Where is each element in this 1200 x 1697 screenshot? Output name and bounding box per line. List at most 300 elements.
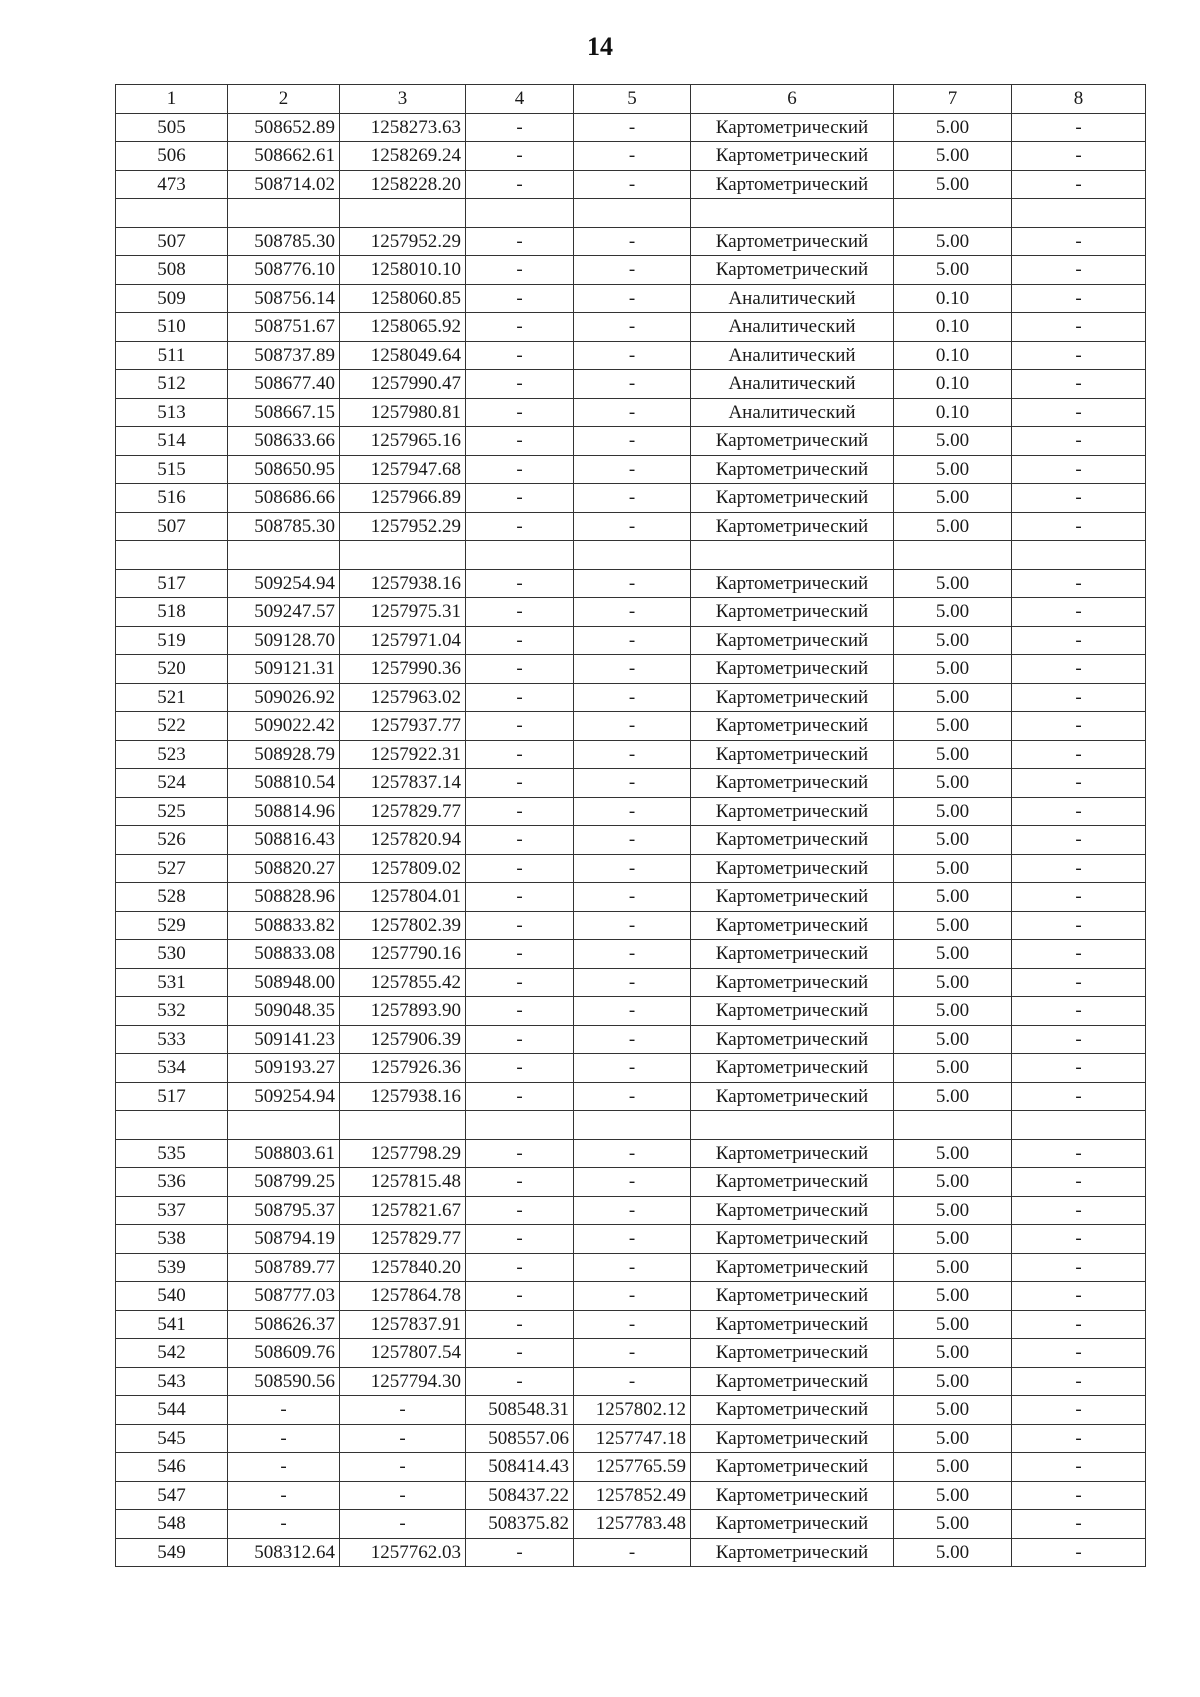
table-cell: -: [1012, 227, 1146, 256]
table-cell: 509254.94: [228, 1082, 340, 1111]
table-cell: 539: [116, 1253, 228, 1282]
table-cell: 0.10: [894, 284, 1012, 313]
table-cell: -: [574, 655, 691, 684]
table-cell: 5.00: [894, 170, 1012, 199]
table-cell: -: [466, 370, 574, 399]
table-cell: Картометрический: [691, 1339, 894, 1368]
table-cell: 508667.15: [228, 398, 340, 427]
table-cell: 5.00: [894, 683, 1012, 712]
table-cell: 1257820.94: [340, 826, 466, 855]
table-cell: Картометрический: [691, 170, 894, 199]
table-row: [116, 883, 1146, 912]
table-cell: -: [1012, 313, 1146, 342]
table-cell: 508557.06: [466, 1424, 574, 1453]
table-cell: Картометрический: [691, 883, 894, 912]
table-cell: 511: [116, 341, 228, 370]
table-cell: 5.00: [894, 256, 1012, 285]
table-cell: [466, 541, 574, 570]
table-cell: 546: [116, 1453, 228, 1482]
table-cell: -: [466, 256, 574, 285]
table-cell: -: [1012, 1510, 1146, 1539]
table-cell: -: [574, 142, 691, 171]
table-row: [116, 1310, 1146, 1339]
table-cell: -: [574, 284, 691, 313]
table-cell: 1257971.04: [340, 626, 466, 655]
table-cell: -: [1012, 1339, 1146, 1368]
table-cell: -: [574, 1367, 691, 1396]
table-cell: [228, 1111, 340, 1140]
table-cell: -: [1012, 1225, 1146, 1254]
table-cell: [116, 199, 228, 228]
table-cell: -: [574, 997, 691, 1026]
table-cell: 1257852.49: [574, 1481, 691, 1510]
table-cell: 508785.30: [228, 227, 340, 256]
table-cell: -: [1012, 1168, 1146, 1197]
table-cell: -: [1012, 569, 1146, 598]
column-header: 1: [116, 85, 228, 114]
table-cell: -: [1012, 427, 1146, 456]
table-row: [116, 740, 1146, 769]
table-cell: [228, 541, 340, 570]
table-cell: -: [574, 370, 691, 399]
table-cell: 5.00: [894, 797, 1012, 826]
table-row: [116, 655, 1146, 684]
table-cell: 543: [116, 1367, 228, 1396]
table-cell: -: [466, 712, 574, 741]
table-cell: 536: [116, 1168, 228, 1197]
table-cell: [1012, 1111, 1146, 1140]
table-cell: 509: [116, 284, 228, 313]
table-cell: [691, 199, 894, 228]
table-cell: Картометрический: [691, 683, 894, 712]
table-cell: -: [466, 1168, 574, 1197]
table-cell: 534: [116, 1054, 228, 1083]
table-cell: Картометрический: [691, 1196, 894, 1225]
table-cell: 5.00: [894, 227, 1012, 256]
table-cell: 1257802.39: [340, 911, 466, 940]
table-cell: 1257804.01: [340, 883, 466, 912]
table-cell: -: [574, 455, 691, 484]
table-cell: [340, 1111, 466, 1140]
table-cell: 508948.00: [228, 968, 340, 997]
table-cell: 508776.10: [228, 256, 340, 285]
table-cell: 535: [116, 1139, 228, 1168]
table-cell: [894, 541, 1012, 570]
table-cell: -: [340, 1481, 466, 1510]
table-cell: -: [466, 883, 574, 912]
table-cell: Картометрический: [691, 1253, 894, 1282]
table-cell: Картометрический: [691, 455, 894, 484]
table-cell: Картометрический: [691, 1225, 894, 1254]
table-cell: 5.00: [894, 113, 1012, 142]
table-cell: [228, 199, 340, 228]
table-cell: 521: [116, 683, 228, 712]
table-cell: Картометрический: [691, 227, 894, 256]
table-cell: -: [466, 569, 574, 598]
table-cell: Картометрический: [691, 484, 894, 513]
table-cell: -: [574, 313, 691, 342]
table-cell: 5.00: [894, 883, 1012, 912]
table-cell: -: [1012, 1310, 1146, 1339]
table-row: [116, 284, 1146, 313]
table-cell: 537: [116, 1196, 228, 1225]
table-cell: 1257855.42: [340, 968, 466, 997]
table-cell: 508795.37: [228, 1196, 340, 1225]
table-cell: -: [1012, 655, 1146, 684]
table-cell: Картометрический: [691, 1367, 894, 1396]
table-cell: -: [574, 598, 691, 627]
table-cell: Картометрический: [691, 1510, 894, 1539]
table-cell: -: [1012, 1367, 1146, 1396]
table-cell: 1257947.68: [340, 455, 466, 484]
table-cell: -: [574, 911, 691, 940]
table-cell: Аналитический: [691, 284, 894, 313]
table-cell: -: [1012, 1453, 1146, 1482]
table-cell: 517: [116, 1082, 228, 1111]
table-cell: [1012, 541, 1146, 570]
table-cell: 1257922.31: [340, 740, 466, 769]
table-cell: 508714.02: [228, 170, 340, 199]
table-cell: 1257990.47: [340, 370, 466, 399]
table-cell: 1257829.77: [340, 797, 466, 826]
table-cell: -: [466, 398, 574, 427]
table-row: [116, 1481, 1146, 1510]
table-cell: 509121.31: [228, 655, 340, 684]
table-cell: -: [466, 655, 574, 684]
table-cell: 1257829.77: [340, 1225, 466, 1254]
table-row: [116, 341, 1146, 370]
table-cell: 518: [116, 598, 228, 627]
table-cell: 508686.66: [228, 484, 340, 513]
table-cell: 508650.95: [228, 455, 340, 484]
table-cell: 1257765.59: [574, 1453, 691, 1482]
table-cell: -: [574, 398, 691, 427]
table-cell: -: [574, 854, 691, 883]
column-header: 8: [1012, 85, 1146, 114]
table-cell: [116, 1111, 228, 1140]
table-cell: Аналитический: [691, 313, 894, 342]
table-row: [116, 113, 1146, 142]
table-cell: -: [574, 256, 691, 285]
table-row: [116, 398, 1146, 427]
table-cell: 5.00: [894, 1196, 1012, 1225]
table-cell: -: [466, 997, 574, 1026]
table-row: [116, 1082, 1146, 1111]
table-cell: -: [1012, 740, 1146, 769]
table-row: [116, 854, 1146, 883]
table-cell: 5.00: [894, 1538, 1012, 1567]
table-cell: -: [1012, 1054, 1146, 1083]
table-cell: -: [466, 769, 574, 798]
table-cell: -: [574, 1025, 691, 1054]
table-cell: -: [466, 1054, 574, 1083]
table-cell: 1257963.02: [340, 683, 466, 712]
table-cell: 507: [116, 227, 228, 256]
table-cell: -: [574, 740, 691, 769]
table-row: [116, 142, 1146, 171]
table-cell: 508928.79: [228, 740, 340, 769]
table-cell: -: [574, 1225, 691, 1254]
table-cell: 1257938.16: [340, 1082, 466, 1111]
table-cell: Картометрический: [691, 826, 894, 855]
table-cell: 509022.42: [228, 712, 340, 741]
table-row: [116, 1510, 1146, 1539]
table-cell: -: [1012, 1025, 1146, 1054]
table-row: [116, 1396, 1146, 1425]
table-cell: -: [1012, 769, 1146, 798]
table-cell: -: [466, 854, 574, 883]
table-cell: 5.00: [894, 769, 1012, 798]
table-cell: 508810.54: [228, 769, 340, 798]
table-cell: 509048.35: [228, 997, 340, 1026]
table-row: [116, 1196, 1146, 1225]
table-cell: [574, 1111, 691, 1140]
table-cell: Картометрический: [691, 1282, 894, 1311]
table-cell: 508609.76: [228, 1339, 340, 1368]
table-cell: -: [466, 911, 574, 940]
table-cell: Картометрический: [691, 1396, 894, 1425]
table-cell: -: [574, 1538, 691, 1567]
table-cell: 1257815.48: [340, 1168, 466, 1197]
table-cell: 5.00: [894, 1253, 1012, 1282]
table-cell: 508833.08: [228, 940, 340, 969]
column-header: 6: [691, 85, 894, 114]
table-cell: 510: [116, 313, 228, 342]
table-cell: 5.00: [894, 1453, 1012, 1482]
table-row: [116, 227, 1146, 256]
table-row: [116, 911, 1146, 940]
table-cell: Картометрический: [691, 769, 894, 798]
table-row: [116, 1168, 1146, 1197]
table-cell: 5.00: [894, 1310, 1012, 1339]
table-cell: Картометрический: [691, 1538, 894, 1567]
table-row: [116, 313, 1146, 342]
table-cell: 508437.22: [466, 1481, 574, 1510]
table-cell: 5.00: [894, 512, 1012, 541]
table-cell: -: [466, 313, 574, 342]
table-cell: [340, 199, 466, 228]
table-cell: 5.00: [894, 626, 1012, 655]
table-cell: -: [466, 940, 574, 969]
table-cell: -: [574, 940, 691, 969]
table-row: [116, 797, 1146, 826]
table-cell: 5.00: [894, 1054, 1012, 1083]
column-header: 5: [574, 85, 691, 114]
table-cell: Аналитический: [691, 341, 894, 370]
page-number: 14: [587, 32, 613, 61]
table-cell: -: [574, 626, 691, 655]
table-cell: Картометрический: [691, 712, 894, 741]
table-cell: 508677.40: [228, 370, 340, 399]
table-cell: -: [1012, 712, 1146, 741]
table-cell: -: [574, 712, 691, 741]
table-cell: 509026.92: [228, 683, 340, 712]
table-cell: 5.00: [894, 740, 1012, 769]
table-cell: -: [466, 826, 574, 855]
table-cell: -: [466, 797, 574, 826]
table-cell: Картометрический: [691, 113, 894, 142]
table-cell: 508751.67: [228, 313, 340, 342]
table-cell: Картометрический: [691, 1082, 894, 1111]
table-row: [116, 712, 1146, 741]
table-cell: -: [466, 1025, 574, 1054]
table-row: [116, 170, 1146, 199]
table-cell: -: [466, 1367, 574, 1396]
table-cell: 1257798.29: [340, 1139, 466, 1168]
table-row: [116, 370, 1146, 399]
table-cell: Картометрический: [691, 1453, 894, 1482]
table-cell: -: [574, 968, 691, 997]
table-cell: -: [1012, 1253, 1146, 1282]
table-row: [116, 1424, 1146, 1453]
table-cell: 0.10: [894, 313, 1012, 342]
table-cell: -: [574, 484, 691, 513]
table-cell: 508548.31: [466, 1396, 574, 1425]
table-cell: -: [574, 1282, 691, 1311]
table-cell: 5.00: [894, 1225, 1012, 1254]
table-cell: 1257790.16: [340, 940, 466, 969]
table-row: [116, 1538, 1146, 1567]
table-cell: Картометрический: [691, 427, 894, 456]
table-cell: 513: [116, 398, 228, 427]
table-cell: -: [466, 1339, 574, 1368]
table-cell: [894, 1111, 1012, 1140]
table-cell: -: [1012, 854, 1146, 883]
table-cell: -: [574, 1054, 691, 1083]
table-cell: -: [466, 113, 574, 142]
table-cell: Картометрический: [691, 911, 894, 940]
table-cell: Картометрический: [691, 968, 894, 997]
table-cell: 519: [116, 626, 228, 655]
table-cell: -: [1012, 170, 1146, 199]
table-cell: 548: [116, 1510, 228, 1539]
table-cell: 5.00: [894, 655, 1012, 684]
table-cell: 515: [116, 455, 228, 484]
table-cell: 5.00: [894, 712, 1012, 741]
table-cell: 506: [116, 142, 228, 171]
table-cell: -: [1012, 797, 1146, 826]
table-cell: 516: [116, 484, 228, 513]
table-cell: 508777.03: [228, 1282, 340, 1311]
table-cell: 541: [116, 1310, 228, 1339]
table-cell: -: [1012, 626, 1146, 655]
table-cell: -: [466, 142, 574, 171]
table-cell: 1257747.18: [574, 1424, 691, 1453]
table-cell: 1258065.92: [340, 313, 466, 342]
table-cell: 5.00: [894, 1481, 1012, 1510]
table-cell: -: [574, 1339, 691, 1368]
table-row: [116, 997, 1146, 1026]
table-cell: 5.00: [894, 598, 1012, 627]
table-cell: 540: [116, 1282, 228, 1311]
table-cell: -: [466, 1538, 574, 1567]
table-cell: -: [1012, 1082, 1146, 1111]
table-cell: 525: [116, 797, 228, 826]
table-cell: 508828.96: [228, 883, 340, 912]
table-cell: 508652.89: [228, 113, 340, 142]
table-cell: 528: [116, 883, 228, 912]
table-cell: -: [1012, 484, 1146, 513]
table-cell: 5.00: [894, 1139, 1012, 1168]
table-cell: 5.00: [894, 826, 1012, 855]
table-cell: -: [466, 227, 574, 256]
table-row: [116, 1453, 1146, 1482]
table-cell: 508375.82: [466, 1510, 574, 1539]
table-cell: 5.00: [894, 911, 1012, 940]
table-cell: 1257837.91: [340, 1310, 466, 1339]
table-cell: -: [466, 1253, 574, 1282]
table-cell: 538: [116, 1225, 228, 1254]
table-cell: -: [574, 1082, 691, 1111]
table-cell: 547: [116, 1481, 228, 1510]
table-cell: Картометрический: [691, 940, 894, 969]
separator-row: [116, 1111, 1146, 1140]
table-cell: 522: [116, 712, 228, 741]
table-cell: -: [1012, 826, 1146, 855]
table-cell: 508626.37: [228, 1310, 340, 1339]
table-cell: -: [1012, 683, 1146, 712]
table-cell: 5.00: [894, 854, 1012, 883]
table-cell: -: [228, 1453, 340, 1482]
table-cell: -: [466, 1139, 574, 1168]
table-cell: [116, 541, 228, 570]
table-cell: 505: [116, 113, 228, 142]
table-cell: 0.10: [894, 341, 1012, 370]
table-cell: 1258269.24: [340, 142, 466, 171]
table-cell: 1258010.10: [340, 256, 466, 285]
table-cell: -: [340, 1453, 466, 1482]
table-cell: 508785.30: [228, 512, 340, 541]
table-cell: 508312.64: [228, 1538, 340, 1567]
table-cell: 542: [116, 1339, 228, 1368]
table-cell: -: [1012, 968, 1146, 997]
table-cell: 529: [116, 911, 228, 940]
table-body: [116, 85, 1146, 1567]
table-cell: 1257893.90: [340, 997, 466, 1026]
table-row: [116, 1253, 1146, 1282]
table-cell: -: [1012, 1396, 1146, 1425]
column-header: 7: [894, 85, 1012, 114]
table-row: [116, 826, 1146, 855]
table-cell: 5.00: [894, 1025, 1012, 1054]
table-cell: 532: [116, 997, 228, 1026]
table-cell: 1257938.16: [340, 569, 466, 598]
table-row: [116, 769, 1146, 798]
table-row: [116, 598, 1146, 627]
table-cell: 508814.96: [228, 797, 340, 826]
table-cell: -: [574, 883, 691, 912]
table-cell: -: [466, 598, 574, 627]
table-row: [116, 1367, 1146, 1396]
table-cell: -: [1012, 1282, 1146, 1311]
table-cell: 509254.94: [228, 569, 340, 598]
table-cell: 1257837.14: [340, 769, 466, 798]
table-cell: 509247.57: [228, 598, 340, 627]
separator-row: [116, 541, 1146, 570]
table-cell: 1258049.64: [340, 341, 466, 370]
table-cell: -: [466, 1196, 574, 1225]
table-cell: 508833.82: [228, 911, 340, 940]
table-cell: -: [1012, 1196, 1146, 1225]
table-cell: [466, 199, 574, 228]
table-cell: 507: [116, 512, 228, 541]
table-cell: 1257906.39: [340, 1025, 466, 1054]
table-row: [116, 512, 1146, 541]
table-cell: 1257937.77: [340, 712, 466, 741]
table-cell: -: [340, 1396, 466, 1425]
table-cell: -: [466, 484, 574, 513]
table-cell: -: [1012, 256, 1146, 285]
